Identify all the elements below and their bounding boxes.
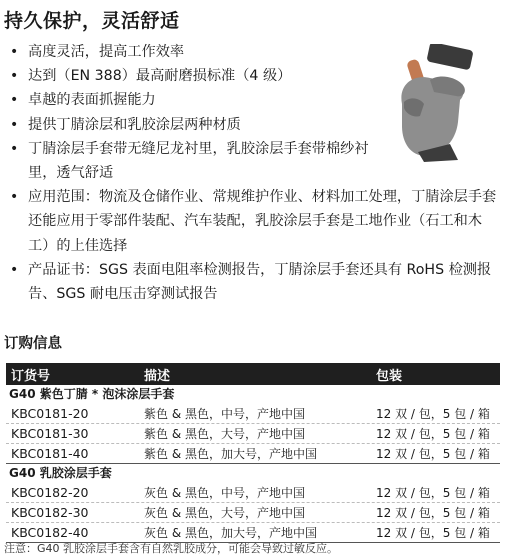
list-item: • 卓越的表面抓握能力 xyxy=(10,92,156,109)
pack-cell: 12 双 / 包，5 包 / 箱 xyxy=(376,526,490,540)
order-table xyxy=(6,363,500,543)
table-header xyxy=(6,363,500,385)
list-item: • 产品证书：SGS 表面电阻率检测报告，丁腈涂层手套还具有 RoHS 检测报告、SGS 耐电压击穿测试报告 xyxy=(10,261,492,303)
bullet-text: 达到（EN 388）最高耐磨损标准（4 级） xyxy=(28,68,292,85)
header-pack: 包装 xyxy=(376,368,403,384)
sku-cell: KBC0182-20 xyxy=(11,485,89,500)
bullet-text: 应用范围：物流及仓储作业、常规维护作业、材料加工处理，丁腈涂层手套还能应用于零部件装配、汽车装配，乳胶涂层手套是工地作业（石工和木工）的上佳选择 xyxy=(28,189,497,254)
pack-cell: 12 双 / 包，5 包 / 箱 xyxy=(376,506,490,520)
group-title: G40 紫色丁腈 * 泡沫涂层手套 xyxy=(9,387,175,401)
pack-cell: 12 双 / 包，5 包 / 箱 xyxy=(376,407,490,421)
table-row xyxy=(6,483,500,503)
pack-cell: 12 双 / 包，5 包 / 箱 xyxy=(376,486,490,500)
pack-cell: 12 双 / 包，5 包 / 箱 xyxy=(376,447,490,461)
table-row xyxy=(6,424,500,444)
sku-cell: KBC0181-20 xyxy=(11,406,89,421)
list-item: • 高度灵活，提高工作效率 xyxy=(10,44,185,60)
list-item: • 应用范围：物流及仓储作业、常规维护作业、材料加工处理，丁腈涂层手套还能应用于零部件装配、汽车装配，乳胶涂层手套是工地作业（石工和木工）的上佳选择 xyxy=(10,189,497,254)
sku-cell: KBC0182-30 xyxy=(11,505,89,520)
sku-cell: KBC0181-40 xyxy=(11,446,89,461)
table-row xyxy=(6,444,500,464)
list-item: • 达到（EN 388）最高耐磨损标准（4 级） xyxy=(10,68,292,85)
allergy-note: 注意：G40 乳胶涂层手套含有自然乳胶成分，可能会导致过敏反应。 xyxy=(4,542,339,555)
desc-cell: 灰色 & 黑色，大号，产地中国 xyxy=(144,506,305,520)
bullet-text: 丁腈涂层手套带无缝尼龙衬里，乳胶涂层手套带棉纱衬里，透气舒适 xyxy=(28,140,369,182)
group-title: G40 乳胶涂层手套 xyxy=(9,466,112,480)
pack-cell: 12 双 / 包，5 包 / 箱 xyxy=(376,427,490,441)
desc-cell: 灰色 & 黑色，中号，产地中国 xyxy=(144,486,305,500)
desc-cell: 灰色 & 黑色，加大号，产地中国 xyxy=(144,526,317,540)
header-desc: 描述 xyxy=(144,368,171,384)
bullet-text: 提供丁腈涂层和乳胶涂层两种材质 xyxy=(28,116,241,133)
bullet-text: 产品证书：SGS 表面电阻率检测报告，丁腈涂层手套还具有 RoHS 检测报告、SGS 耐电压击穿测试报告 xyxy=(28,261,492,303)
order-info-title: 订购信息 xyxy=(4,336,62,352)
header-sku: 订货号 xyxy=(11,368,51,384)
desc-cell: 紫色 & 黑色，中号，产地中国 xyxy=(144,407,305,421)
desc-cell: 紫色 & 黑色，加大号，产地中国 xyxy=(144,447,317,461)
glove-hammer-image xyxy=(384,44,500,162)
list-item: • 提供丁腈涂层和乳胶涂层两种材质 xyxy=(10,116,241,133)
sku-cell: KBC0182-40 xyxy=(11,525,89,540)
table-row xyxy=(6,404,500,424)
bullet-text: 高度灵活，提高工作效率 xyxy=(28,44,185,60)
sku-cell: KBC0181-30 xyxy=(11,426,89,441)
table-row xyxy=(6,503,500,523)
page-title: 持久保护，灵活舒适 xyxy=(4,10,180,32)
bullet-text: 卓越的表面抓握能力 xyxy=(28,92,156,109)
list-item: • 丁腈涂层手套带无缝尼龙衬里，乳胶涂层手套带棉纱衬里，透气舒适 xyxy=(10,140,369,182)
desc-cell: 紫色 & 黑色，大号，产地中国 xyxy=(144,427,305,441)
